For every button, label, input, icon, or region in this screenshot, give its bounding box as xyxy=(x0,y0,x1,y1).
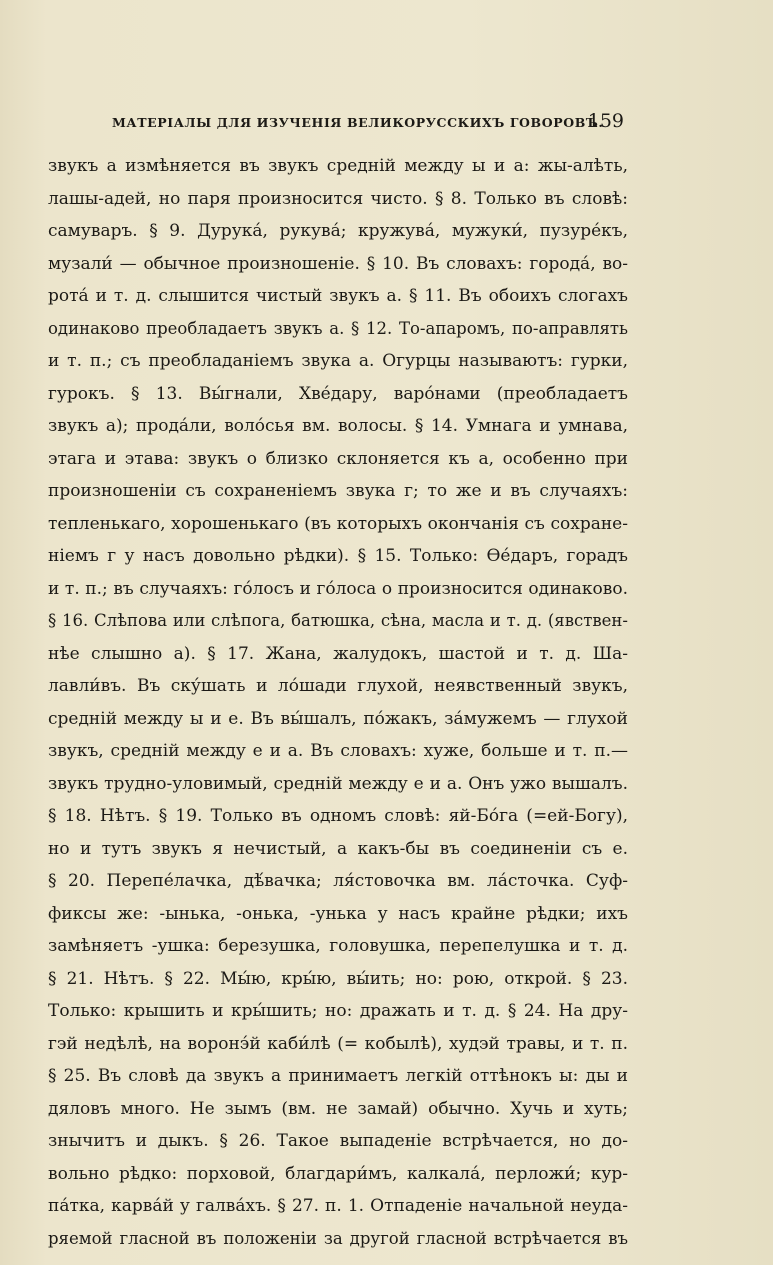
text-line: § 25. Въ словѣ да звукъ а принимаетъ легкій оттѣнокъ ы: ды и xyxy=(48,1066,628,1086)
text-line: па́тка, карва́й у галва́хъ. § 27. п. 1. Отпаденіе начальной неуда- xyxy=(48,1196,628,1216)
text-line: § 18. Нѣтъ. § 19. Только въ одномъ словѣ: яй-Бо́га (=ей-Богу), xyxy=(48,806,628,826)
text-line: гурокъ. § 13. Вы́гнали, Хве́дару, варо́нами (преобладаетъ xyxy=(48,383,628,404)
text-line: лавли́въ. Въ ску́шать и ло́шади глухой, неявственный звукъ, xyxy=(48,676,628,696)
text-line: и т. п.; съ преобладаніемъ звука а. Огурцы называютъ: гурки, xyxy=(48,351,628,371)
text-line: лашы-адей, но паря произносится чисто. § 8. Только въ словѣ: xyxy=(48,188,628,209)
text-line: ряемой гласной въ положеніи за другой гласной встрѣчается въ xyxy=(48,1228,628,1248)
text-line: знычитъ и дыкъ. § 26. Такое выпаденіе встрѣчается, но до- xyxy=(48,1131,628,1151)
text-line: рота́ и т. д. слышится чистый звукъ а. § 11. Въ обоихъ слогахъ xyxy=(48,286,628,306)
text-line: звукъ а измѣняется въ звукъ средній между ы и а: жы-алѣть, xyxy=(48,156,628,176)
text-line: звукъ трудно-уловимый, средній между е и а. Онъ ужо вышалъ. xyxy=(48,773,628,794)
text-line: тепленькаго, хорошенькаго (въ которыхъ окончанія съ сохране- xyxy=(48,513,628,534)
text-line: § 20. Перепе́лачка, дѣ́вачка; ля́стовочка вм. ла́сточка. Суф- xyxy=(48,871,628,891)
page-header xyxy=(48,111,628,137)
text-line: замѣняетъ -ушка: березушка, головушка, перепелушка и т. д. xyxy=(48,936,628,956)
text-line: Только: крышить и кры́шить; но: дражать и т. д. § 24. На дру- xyxy=(48,1001,628,1021)
text-line: § 16. Слѣпова или слѣпога, батюшка, сѣна, масла и т. д. (явствен- xyxy=(48,611,628,630)
text-line: нѣе слышно а). § 17. Жана, жалудокъ, шастой и т. д. Ша- xyxy=(48,643,628,664)
text-line: звукъ, средній между е и а. Въ словахъ: хуже, больше и т. п.— xyxy=(48,741,628,761)
text-line: но и тутъ звукъ я нечистый, а какъ-бы въ соединеніи съ е. xyxy=(48,838,628,859)
text-line: музали́ — обычное произношеніе. § 10. Въ словахъ: города́, во- xyxy=(48,253,628,274)
text-line: вольно рѣдко: порховой, благдари́мъ, калкала́, перложи́; кур- xyxy=(48,1163,628,1184)
text-line: и т. п.; въ случаяхъ: го́лосъ и го́лоса о произносится одинаково. xyxy=(48,578,628,599)
text-line: одинаково преобладаетъ звукъ а. § 12. То-апаромъ, по-аправлять xyxy=(48,318,628,338)
text-line: этага и этава: звукъ о близко склоняется къ а, особенно при xyxy=(48,448,628,469)
text-line: звукъ а); прода́ли, воло́сья вм. волосы. § 14. Умнага и умнава, xyxy=(48,416,628,436)
text-line: § 21. Нѣтъ. § 22. Мы́ю, кры́ю, вы́ить; но: рою, открой. § 23. xyxy=(48,968,628,989)
text-line: гэй недѣлѣ, на воронэ́й каби́лѣ (= кобылѣ), худэй травы, и т. п. xyxy=(48,1033,628,1054)
text-line: средній между ы и е. Въ вы́шалъ, по́жакъ, за́мужемъ — глухой xyxy=(48,708,628,729)
text-line: произношеніи съ сохраненіемъ звука г; то же и въ случаяхъ: xyxy=(48,481,628,501)
text-line: ніемъ г у насъ довольно рѣдки). § 15. Только: Ѳе́даръ, горадъ xyxy=(48,546,628,566)
running-title: МАТЕРІАЛЫ ДЛЯ ИЗУЧЕНІЯ ВЕЛИКОРУССКИХЪ ГОВОРОВЪ. xyxy=(112,115,604,130)
text-line: дяловъ много. Не зымъ (вм. не замай) обычно. Хучь и хуть; xyxy=(48,1098,628,1119)
text-line: самуваръ. § 9. Дурука́, рукува́; кружува́, мужуки́, пузуре́къ, xyxy=(48,221,628,241)
text-line: фиксы же: -ынька, -онька, -унька у насъ крайне рѣдки; ихъ xyxy=(48,903,628,924)
page-number: 159 xyxy=(587,110,624,132)
body-text xyxy=(48,150,628,1255)
